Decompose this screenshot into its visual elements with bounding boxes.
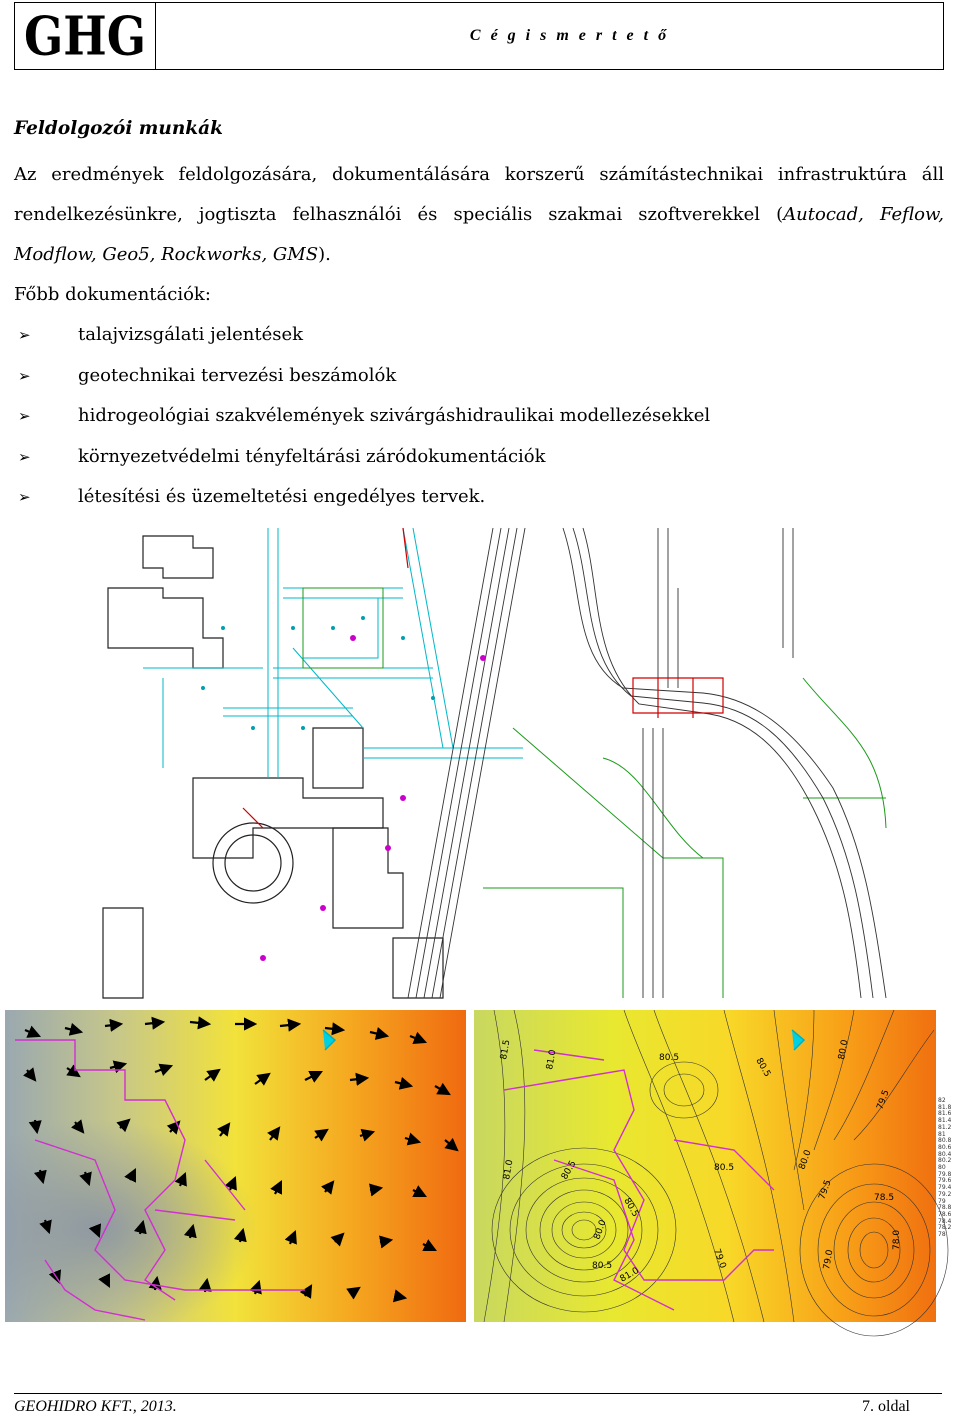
list-item: ➢ környezetvédelmi tényfeltárási záródokumentációk — [14, 437, 944, 478]
legend-value: 81.2 — [938, 1123, 952, 1131]
legend-value: 79.2 — [938, 1190, 952, 1198]
contour-map-drawing — [474, 1010, 936, 1322]
svg-text:80.5: 80.5 — [753, 1056, 773, 1079]
legend-value: 78 — [938, 1231, 946, 1239]
legend-value: 81.8 — [938, 1103, 952, 1111]
paragraph-text-before: Az eredmények feldolgozására, dokumentálására korszerű számítástechnikai infrastruktúra áll rendelkezésünkre, jogtiszta felhasználói és speciális szakmai szoftverekkel ( — [14, 164, 944, 225]
list-item: ➢ hidrogeológiai szakvélemények szivárgáshidraulikai modellezésekkel — [14, 396, 944, 437]
legend-value: 80.8 — [938, 1137, 952, 1145]
svg-text:78.0: 78.0 — [892, 1229, 902, 1250]
svg-text:80.0: 80.0 — [592, 1218, 609, 1242]
svg-text:80.5: 80.5 — [714, 1163, 735, 1173]
arrow-bullet-icon: ➢ — [18, 326, 31, 344]
legend-value: 79.6 — [938, 1177, 952, 1185]
cad-map-drawing — [103, 528, 886, 998]
cad-site-map-figure — [103, 528, 886, 998]
section-title: Feldolgozói munkák — [14, 118, 223, 139]
legend-value: 82 — [938, 1097, 946, 1104]
legend-value: 78.2 — [938, 1224, 952, 1232]
legend-value: 78.6 — [938, 1210, 952, 1218]
page-header — [14, 2, 944, 70]
page-number: 7. oldal — [862, 1398, 910, 1415]
arrow-bullet-icon: ➢ — [18, 366, 31, 385]
svg-text:80.5: 80.5 — [559, 1159, 579, 1182]
svg-text:80.5: 80.5 — [592, 1261, 613, 1271]
flow-vector-drawing — [5, 1010, 466, 1322]
svg-text:79.0: 79.0 — [711, 1247, 728, 1270]
list-item: ➢ talajvizsgálati jelentések — [14, 315, 944, 356]
svg-text:79.0: 79.0 — [822, 1249, 836, 1271]
software-list: Autocad, Feflow, Modflow, Geo5, Rockworks, GMS — [14, 204, 944, 265]
legend-value: 80.4 — [938, 1150, 952, 1158]
legend-value: 81.6 — [938, 1110, 952, 1118]
svg-text:80.0: 80.0 — [837, 1039, 851, 1061]
contour-legend — [938, 1098, 960, 1264]
ghg-logo-mark — [23, 4, 147, 68]
arrow-bullet-icon: ➢ — [18, 488, 31, 506]
legend-value: 78.4 — [938, 1217, 952, 1225]
svg-text:81.0: 81.0 — [618, 1265, 641, 1285]
flow-vector-figure — [5, 1010, 466, 1322]
legend-value: 79.8 — [938, 1170, 952, 1178]
list-item: ➢ létesítési és üzemeltetési engedélyes tervek. — [14, 477, 944, 518]
legend-value: 80.6 — [938, 1143, 952, 1151]
intro-paragraph — [14, 155, 944, 275]
svg-text:80.5: 80.5 — [659, 1053, 680, 1063]
legend-value: 81.4 — [938, 1117, 952, 1125]
footer-company: GEOHIDRO KFT., 2013. — [14, 1398, 177, 1415]
legend-value: 81 — [938, 1130, 946, 1138]
legend-value: 79 — [938, 1197, 946, 1205]
svg-text:78.5: 78.5 — [874, 1193, 895, 1203]
footer-divider — [14, 1393, 942, 1394]
documentation-list — [14, 315, 944, 518]
svg-text:80.5: 80.5 — [621, 1196, 641, 1219]
svg-text:79.5: 79.5 — [875, 1088, 892, 1112]
list-intro: Főbb dokumentációk: — [14, 284, 211, 305]
legend-value: 80 — [938, 1164, 946, 1172]
arrow-bullet-icon: ➢ — [18, 447, 31, 466]
section-content — [14, 118, 944, 518]
contour-map-figure — [474, 1010, 936, 1322]
svg-text:80.0: 80.0 — [797, 1148, 814, 1172]
svg-text:81.0: 81.0 — [502, 1159, 516, 1181]
legend-value: 78.8 — [938, 1204, 952, 1212]
paragraph-text-after: ). — [318, 244, 331, 265]
svg-text:81.0: 81.0 — [545, 1049, 559, 1071]
company-logo — [15, 3, 156, 69]
svg-text:79.5: 79.5 — [817, 1178, 834, 1202]
legend-value: 79.4 — [938, 1184, 952, 1192]
legend-value: 80.2 — [938, 1157, 952, 1165]
arrow-bullet-icon: ➢ — [18, 407, 31, 425]
document-type: C é g i s m e r t e t ő — [469, 27, 670, 44]
svg-text:81.5: 81.5 — [499, 1039, 513, 1061]
list-item: ➢ geotechnikai tervezési beszámolók — [14, 356, 944, 397]
svg-text:GHG: GHG — [23, 4, 147, 68]
